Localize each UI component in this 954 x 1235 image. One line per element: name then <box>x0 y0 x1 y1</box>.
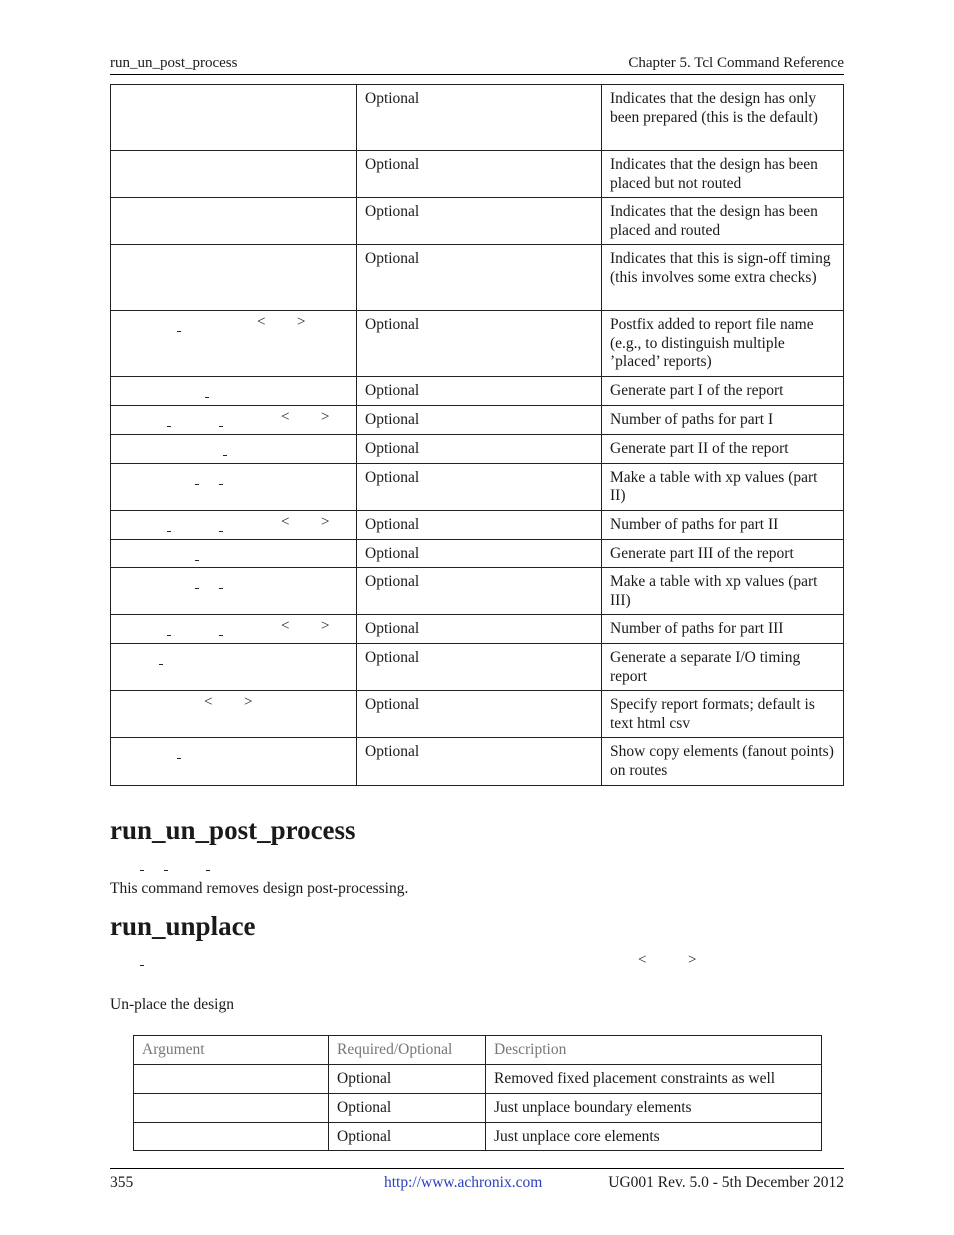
header-chapter: Chapter 5. Tcl Command Reference <box>628 55 844 71</box>
required-cell: Optional <box>357 434 602 463</box>
argument-cell: < > <box>111 406 357 435</box>
table-row <box>134 1065 822 1094</box>
page-header <box>110 54 844 75</box>
argument-cell <box>111 85 357 151</box>
required-cell: Optional <box>329 1065 486 1094</box>
section-title: run_un_post_process <box>110 815 356 845</box>
command-syntax: < > <box>110 954 844 972</box>
argument-cell <box>111 539 357 568</box>
table-header-row <box>134 1036 822 1065</box>
argument-cell: < > <box>111 311 357 377</box>
required-cell: Optional <box>329 1122 486 1151</box>
required-cell: Optional <box>357 738 602 786</box>
argument-cell <box>111 151 357 198</box>
arguments-table <box>133 1035 822 1151</box>
command-syntax <box>110 860 844 878</box>
description-cell: Make a table with xp values (part III) <box>602 568 844 615</box>
required-cell: Optional <box>329 1093 486 1122</box>
table-row <box>111 738 844 786</box>
table-row <box>134 1122 822 1151</box>
column-header-required: Required/Optional <box>329 1036 486 1065</box>
argument-cell <box>134 1065 329 1094</box>
table-row <box>111 644 844 691</box>
description-cell: Indicates that the design has been placed and routed <box>602 198 844 245</box>
required-cell: Optional <box>357 198 602 245</box>
table-row <box>111 85 844 151</box>
argument-cell <box>111 738 357 786</box>
header-section-name: run_un_post_process <box>110 55 238 71</box>
table-row <box>111 406 844 435</box>
description-cell: Just unplace core elements <box>486 1122 822 1151</box>
description-cell: Show copy elements (fanout points) on routes <box>602 738 844 786</box>
description-cell: Number of paths for part II <box>602 510 844 539</box>
description-cell: Indicates that this is sign-off timing (this involves some extra checks) <box>602 245 844 311</box>
options-table <box>110 84 844 786</box>
description-cell: Indicates that the design has been placed but not routed <box>602 151 844 198</box>
table-row <box>111 510 844 539</box>
argument-cell: < > <box>111 510 357 539</box>
description-cell: Generate part I of the report <box>602 377 844 406</box>
table-row <box>134 1093 822 1122</box>
argument-cell <box>111 568 357 615</box>
table-row <box>111 434 844 463</box>
description-cell: Postfix added to report file name (e.g., to distinguish multiple ’placed’ reports) <box>602 311 844 377</box>
required-cell: Optional <box>357 311 602 377</box>
table-row <box>111 245 844 311</box>
document-revision: UG001 Rev. 5.0 - 5th December 2012 <box>608 1174 844 1191</box>
argument-cell <box>134 1122 329 1151</box>
section-title: run_unplace <box>110 911 256 941</box>
website-link[interactable]: http://www.achronix.com <box>384 1174 543 1191</box>
description-cell: Specify report formats; default is text html csv <box>602 691 844 738</box>
description-cell: Removed fixed placement constraints as well <box>486 1065 822 1094</box>
argument-cell <box>111 463 357 510</box>
required-cell: Optional <box>357 615 602 644</box>
section-description: Un-place the design <box>110 996 234 1013</box>
column-header-description: Description <box>486 1036 822 1065</box>
required-cell: Optional <box>357 151 602 198</box>
description-cell: Generate part III of the report <box>602 539 844 568</box>
description-cell: Generate a separate I/O timing report <box>602 644 844 691</box>
table-row <box>111 311 844 377</box>
required-cell: Optional <box>357 691 602 738</box>
description-cell: Make a table with xp values (part II) <box>602 463 844 510</box>
argument-cell <box>111 377 357 406</box>
description-cell: Indicates that the design has only been prepared (this is the default) <box>602 85 844 151</box>
required-cell: Optional <box>357 463 602 510</box>
argument-cell <box>111 434 357 463</box>
required-cell: Optional <box>357 644 602 691</box>
required-cell: Optional <box>357 245 602 311</box>
page-footer <box>110 1168 844 1193</box>
required-cell: Optional <box>357 377 602 406</box>
required-cell: Optional <box>357 85 602 151</box>
argument-cell <box>111 644 357 691</box>
section-description: This command removes design post-processing. <box>110 880 409 897</box>
table-row <box>111 151 844 198</box>
table-row <box>111 198 844 245</box>
page-number: 355 <box>110 1174 134 1191</box>
required-cell: Optional <box>357 568 602 615</box>
description-cell: Generate part II of the report <box>602 434 844 463</box>
column-header-argument: Argument <box>134 1036 329 1065</box>
description-cell: Number of paths for part I <box>602 406 844 435</box>
argument-cell: < > <box>111 691 357 738</box>
argument-cell <box>111 245 357 311</box>
table-row <box>111 377 844 406</box>
argument-cell: < > <box>111 615 357 644</box>
required-cell: Optional <box>357 510 602 539</box>
table-row <box>111 691 844 738</box>
description-cell: Just unplace boundary elements <box>486 1093 822 1122</box>
description-cell: Number of paths for part III <box>602 615 844 644</box>
required-cell: Optional <box>357 406 602 435</box>
argument-cell <box>134 1093 329 1122</box>
argument-cell <box>111 198 357 245</box>
table-row <box>111 539 844 568</box>
table-row <box>111 463 844 510</box>
table-row <box>111 568 844 615</box>
table-row <box>111 615 844 644</box>
required-cell: Optional <box>357 539 602 568</box>
